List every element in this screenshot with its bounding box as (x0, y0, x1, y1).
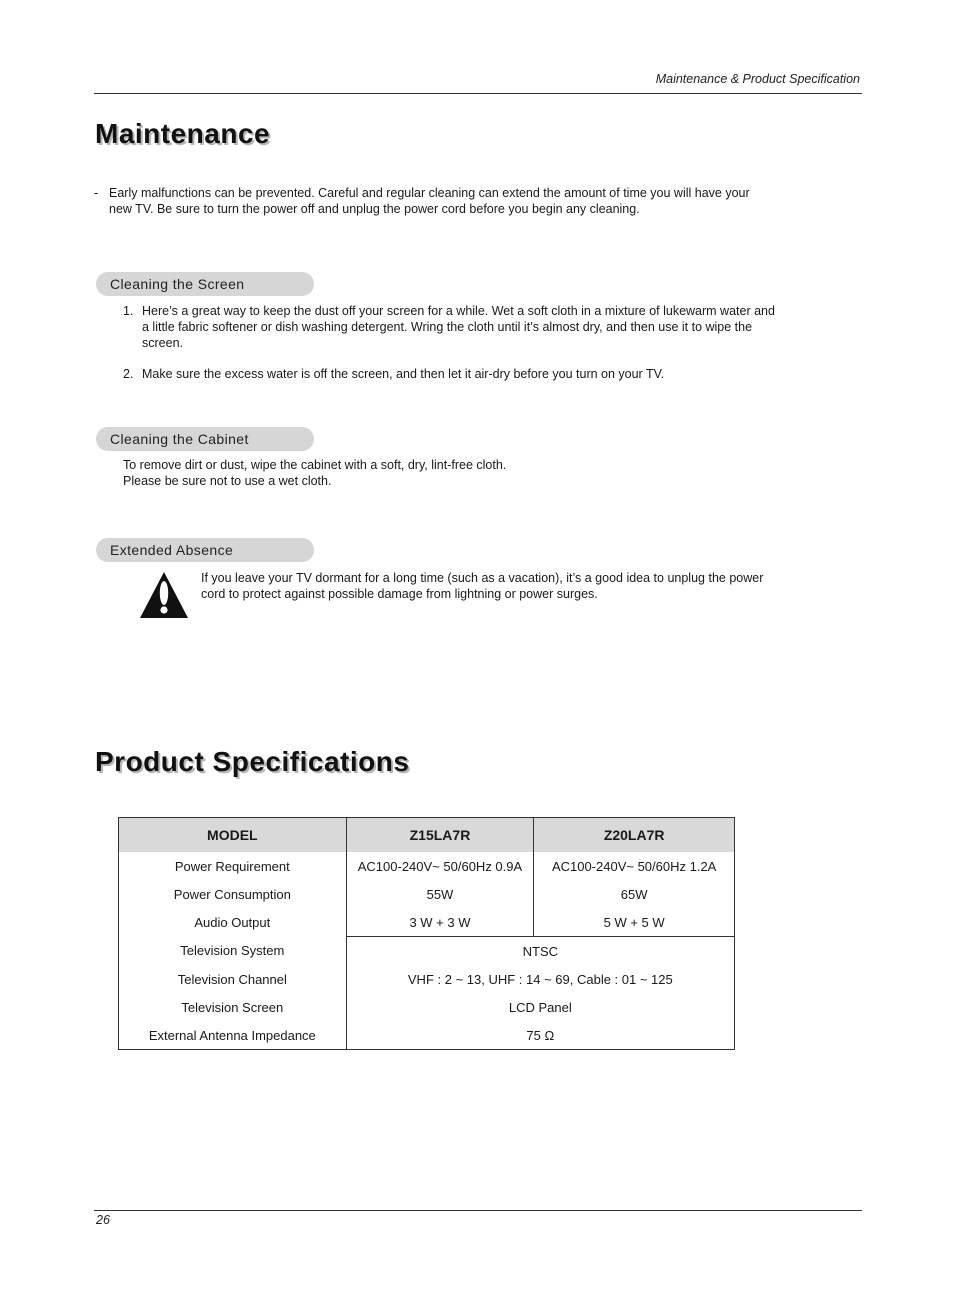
cabinet-line-2: Please be sure not to use a wet cloth. (123, 474, 332, 488)
maintenance-title: Maintenance (95, 118, 271, 149)
running-header: Maintenance & Product Specification (655, 72, 860, 86)
footer-rule (94, 1210, 862, 1211)
absence-line-1: If you leave your TV dormant for a long time (such as a vacation), it’s a good idea to unplug the power (201, 571, 764, 585)
extended-absence-heading: Extended Absence (96, 538, 314, 562)
page-number: 26 (96, 1213, 110, 1227)
cell-value: 5 W + 5 W (534, 908, 735, 937)
maintenance-intro (94, 185, 814, 217)
specifications-title: Product Specifications (95, 746, 410, 777)
row-label: Audio Output (119, 908, 347, 937)
column-header-z20la7r: Z20LA7R (534, 818, 735, 853)
cabinet-line-1: To remove dirt or dust, wipe the cabinet with a soft, dry, lint-free cloth. (123, 458, 507, 472)
cleaning-cabinet-heading: Cleaning the Cabinet (96, 427, 314, 451)
intro-line-1: Early malfunctions can be prevented. Careful and regular cleaning can extend the amount of time you will have your (109, 186, 750, 200)
step-line: Here’s a great way to keep the dust off your screen for a while. Wet a soft cloth in a mixture of lukewarm water and (142, 304, 775, 318)
cell-value-shared: NTSC (346, 937, 734, 966)
table-row (119, 908, 735, 937)
specifications-table (118, 817, 735, 1050)
table-row (119, 965, 735, 993)
step-number: 1. (123, 304, 134, 318)
step-line: Make sure the excess water is off the screen, and then let it air-dry before you turn on your TV. (142, 367, 665, 381)
row-label: Television Screen (119, 993, 347, 1021)
cabinet-text (123, 457, 823, 489)
row-label: Television System (119, 937, 347, 966)
absence-line-2: cord to protect against possible damage from lightning or power surges. (201, 587, 598, 601)
column-header-model: MODEL (119, 818, 347, 853)
cell-value: AC100-240V~ 50/60Hz 1.2A (534, 852, 735, 880)
row-label: Television Channel (119, 965, 347, 993)
cell-value-shared: VHF : 2 ~ 13, UHF : 14 ~ 69, Cable : 01 ~ 125 (346, 965, 734, 993)
row-label: External Antenna Impedance (119, 1021, 347, 1050)
intro-line-2: new TV. Be sure to turn the power off and unplug the power cord before you begin any cleaning. (109, 202, 640, 216)
table-row (119, 852, 735, 880)
cell-value: 65W (534, 880, 735, 908)
step-line: screen. (142, 336, 183, 350)
table-row (119, 937, 735, 966)
row-label: Power Consumption (119, 880, 347, 908)
cell-value-shared: 75 Ω (346, 1021, 734, 1050)
cell-value: 3 W + 3 W (346, 908, 534, 937)
header-rule (94, 93, 862, 94)
step-number: 2. (123, 367, 134, 381)
cell-value: AC100-240V~ 50/60Hz 0.9A (346, 852, 534, 880)
screen-step-2 (123, 366, 823, 382)
step-line: a little fabric softener or dish washing detergent. Wring the cloth until it’s almost dry, and then use it to wipe the (142, 320, 753, 334)
cell-value: 55W (346, 880, 534, 908)
cleaning-screen-heading: Cleaning the Screen (96, 272, 314, 296)
cell-value-shared: LCD Panel (346, 993, 734, 1021)
table-header-row (119, 818, 735, 853)
row-label: Power Requirement (119, 852, 347, 880)
absence-text (201, 570, 831, 602)
table-row (119, 993, 735, 1021)
screen-step-1 (123, 303, 823, 351)
column-header-z15la7r: Z15LA7R (346, 818, 534, 853)
table-row (119, 880, 735, 908)
warning-icon (138, 570, 190, 620)
intro-dash: - (94, 186, 99, 200)
table-row (119, 1021, 735, 1050)
